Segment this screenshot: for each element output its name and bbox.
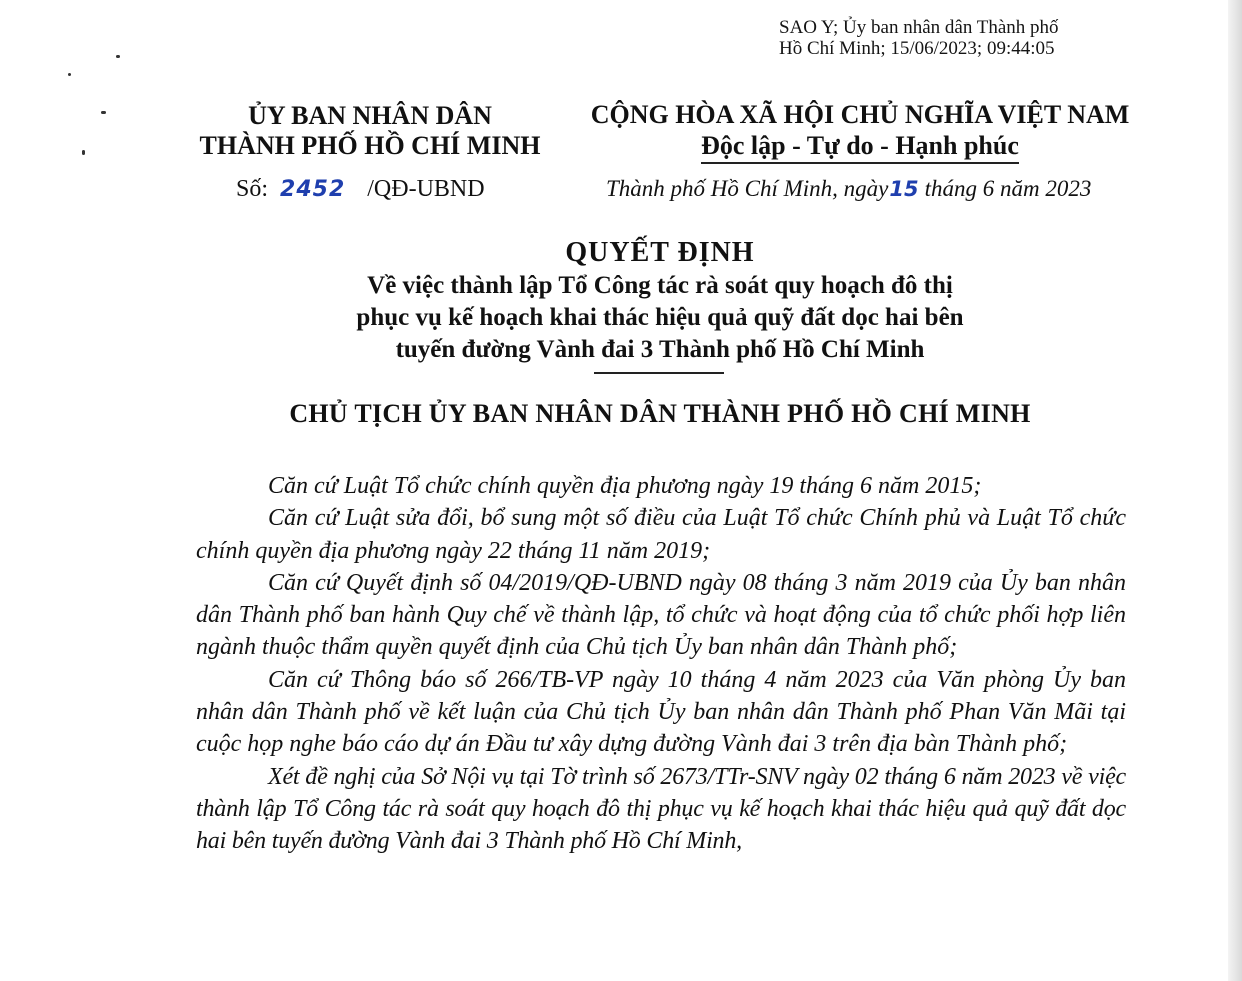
preamble-paragraph: Xét đề nghị của Sở Nội vụ tại Tờ trình số 2673/TTr-SNV ngày 02 tháng 6 năm 2023 về việc thành lập Tổ Công tác rà soát quy hoạch đô thị phục vụ kế hoạch khai thác hiệu quả quỹ đất dọc hai bên tuyến đường Vành đai 3 Thành phố Hồ Chí Minh, — [196, 763, 1126, 855]
doc-number-suffix: /QĐ-UBND — [367, 176, 485, 202]
preamble-paragraph: Căn cứ Luật sửa đổi, bổ sung một số điều của Luật Tổ chức Chính phủ và Luật Tổ chức chính quyền địa phương ngày 22 tháng 11 năm 2019; — [196, 505, 1126, 564]
copy-stamp-line-2: Hồ Chí Minh; 15/06/2023; 09:44:05 — [779, 38, 1055, 59]
place-date-day: 15 — [889, 177, 919, 201]
national-heading — [570, 99, 1150, 164]
doc-number-handwritten: 2452 — [280, 177, 346, 202]
issuing-agency — [190, 101, 550, 161]
scan-speck — [101, 111, 106, 114]
scan-speck — [116, 55, 120, 58]
scan-speck — [68, 73, 71, 76]
place-date-prefix: Thành phố Hồ Chí Minh, ngày — [606, 176, 889, 201]
scan-speck — [82, 150, 85, 155]
agency-line-1: ỦY BAN NHÂN DÂN — [248, 101, 492, 130]
nation-name: CỘNG HÒA XÃ HỘI CHỦ NGHĨA VIỆT NAM — [590, 100, 1130, 129]
decision-title — [180, 236, 1140, 366]
preamble-paragraph: Căn cứ Quyết định số 04/2019/QĐ-UBND ngày 08 tháng 3 năm 2019 của Ủy ban nhân dân Thành phố ban hành Quy chế về thành lập, tổ chức và hoạt động của tổ chức phối hợp liên ngành thuộc thẩm quyền quyết định của Chủ tịch Ủy ban nhân dân Thành phố; — [196, 569, 1126, 661]
preamble-paragraph: Căn cứ Luật Tổ chức chính quyền địa phương ngày 19 tháng 6 năm 2015; — [268, 473, 982, 499]
title-divider — [594, 372, 724, 374]
subject-line-3: tuyến đường Vành đai 3 Thành phố Hồ Chí Minh — [395, 336, 925, 363]
nation-motto: Độc lập - Tự do - Hạnh phúc — [701, 130, 1019, 164]
copy-stamp-line-1: SAO Y; Ủy ban nhân dân Thành phố — [779, 17, 1059, 38]
page-edge-shadow — [1228, 0, 1242, 981]
doc-number-prefix: Số: — [236, 176, 269, 202]
preamble-paragraph: Căn cứ Thông báo số 266/TB-VP ngày 10 tháng 4 năm 2023 của Văn phòng Ủy ban nhân dân Thành phố về kết luận của Chủ tịch Ủy ban nhân dân Thành phố Phan Văn Mãi tại cuộc họp nghe báo cáo dự án Đầu tư xây dựng đường Vành đai 3 trên địa bàn Thành phố; — [196, 666, 1126, 758]
agency-line-2: THÀNH PHỐ HỒ CHÍ MINH — [199, 131, 541, 160]
place-and-date — [606, 174, 1091, 204]
decision-heading: QUYẾT ĐỊNH — [565, 237, 755, 268]
place-date-suffix: tháng 6 năm 2023 — [924, 176, 1092, 201]
subject-line-1: Về việc thành lập Tổ Công tác rà soát quy hoạch đô thị — [367, 272, 953, 299]
subject-line-2: phục vụ kế hoạch khai thác hiệu quả quỹ đất dọc hai bên — [356, 304, 964, 331]
preamble — [196, 470, 1126, 858]
copy-stamp — [779, 17, 1059, 59]
issuing-authority: CHỦ TỊCH ỦY BAN NHÂN DÂN THÀNH PHỐ HỒ CHÍ MINH — [289, 399, 1031, 428]
document-number — [236, 174, 485, 205]
